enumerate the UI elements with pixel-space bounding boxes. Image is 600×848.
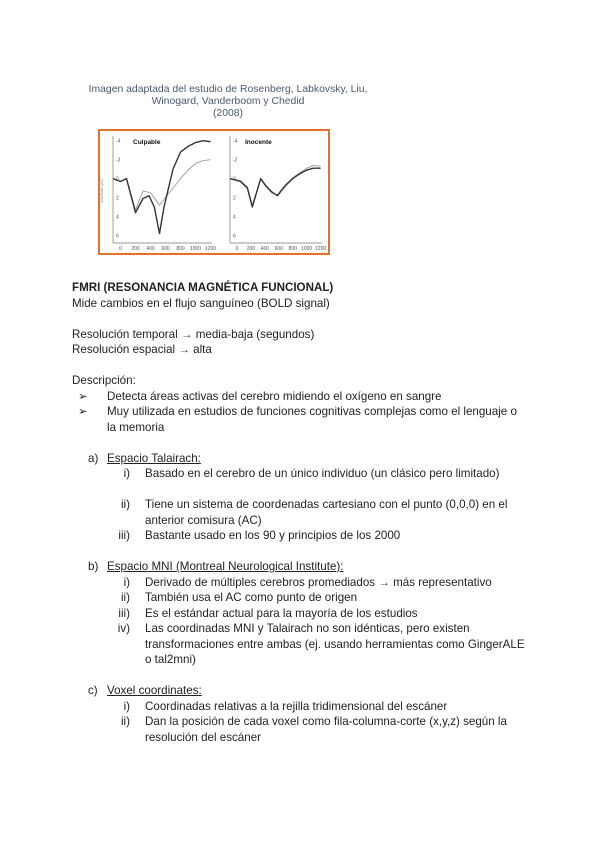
temporal-resolution: Resolución temporal → media-baja (segundos) — [72, 327, 315, 341]
item-marker: i) — [123, 575, 130, 589]
y-tick-label: -4 — [233, 138, 238, 145]
caption-line: Imagen adaptada del estudio de Rosenberg, Labkovsky, Liu, — [88, 84, 368, 95]
y-tick-label: 6 — [233, 233, 236, 240]
panel-title: Culpable — [133, 139, 161, 146]
bullet-arrow-icon: ➢ — [78, 405, 88, 418]
series-line-dark — [230, 168, 321, 207]
list-item: Dan la posición de cada voxel como fila-columna-corte (x,y,z) según la resolución del escáner — [145, 715, 507, 744]
y-axis-label: Amplitude (µV) — [100, 179, 104, 203]
item-marker: ii) — [120, 715, 130, 728]
x-tick-label: 1200 — [204, 246, 217, 252]
x-tick-label: 400 — [146, 246, 155, 252]
x-tick-label: 0 — [235, 246, 239, 252]
x-tick-label: 800 — [176, 246, 185, 252]
item-marker: ii) — [120, 498, 130, 511]
panel-title: Inocente — [245, 139, 272, 146]
subtitle: Mide cambios en el flujo sanguíneo (BOLD signal) — [72, 296, 330, 310]
description-label: Descripción: — [72, 374, 136, 387]
item-marker: i) — [123, 699, 130, 713]
y-tick-label: 4 — [233, 214, 236, 221]
y-tick-label: 2 — [233, 195, 236, 202]
y-tick-label: -2 — [116, 157, 121, 164]
list-item: Coordinadas relativas a la rejilla tridimensional del escáner — [145, 699, 448, 713]
section-marker: b) — [88, 560, 99, 573]
x-tick-label: 800 — [288, 246, 297, 252]
section-heading: Espacio Talairach: — [107, 451, 201, 465]
x-tick-label: 1200 — [315, 246, 327, 252]
bullet-arrow-icon: ➢ — [78, 389, 88, 403]
x-tick-label: 400 — [260, 246, 270, 252]
list-item: También usa el AC como punto de origen — [145, 591, 358, 604]
x-tick-label: 600 — [274, 246, 283, 252]
series-line-dark — [113, 138, 211, 234]
item-marker: ii) — [120, 591, 130, 604]
caption-line: (2008) — [212, 108, 244, 119]
x-tick-label: 200 — [246, 246, 256, 252]
x-tick-label: 200 — [131, 246, 140, 252]
item-marker: iv) — [117, 622, 130, 635]
list-item: Bastante usado en los 90 y principios de los 2000 — [145, 529, 401, 542]
list-item: Tiene un sistema de coordenadas cartesiano con el punto (0,0,0) en el anterior comisura (AC) — [145, 498, 508, 527]
y-tick-label: 0 — [233, 176, 236, 183]
y-tick-label: 0 — [116, 176, 119, 183]
x-tick-label: 1000 — [189, 246, 202, 252]
section-marker: c) — [88, 684, 98, 697]
list-item: Las coordinadas MNI y Talairach no son idénticas, pero existen transformaciones entre ambas (ej. usando herramientas como GingerALE o tal2mni) — [145, 622, 525, 666]
bullet-item: Detecta áreas activas del cerebro midiendo el oxígeno en sangre — [107, 389, 442, 403]
spatial-resolution: Resolución espacial → alta — [72, 343, 212, 356]
x-tick-label: 0 — [119, 246, 122, 252]
erp-chart — [100, 131, 328, 253]
y-tick-label: 2 — [116, 195, 119, 202]
section-title: FMRI (RESONANCIA MAGNÉTICA FUNCIONAL) — [72, 281, 334, 294]
x-tick-label: 600 — [161, 246, 170, 252]
list-item: Es el estándar actual para la mayoría de los estudios — [145, 606, 418, 620]
item-marker: i) — [123, 467, 130, 480]
y-tick-label: -2 — [233, 157, 238, 164]
section-heading: Voxel coordinates: — [107, 684, 202, 697]
section-marker: a) — [88, 451, 99, 465]
list-item: Basado en el cerebro de un único individuo (un clásico pero limitado) — [145, 467, 500, 480]
y-tick-label: 6 — [116, 233, 119, 240]
y-tick-label: 4 — [116, 214, 119, 221]
figure-caption — [80, 84, 376, 120]
list-item: Derivado de múltiples cerebros promediados → más representativo — [145, 575, 492, 589]
bullet-item: Muy utilizada en estudios de funciones cognitivas complejas como el lenguaje o la memoria — [107, 405, 517, 434]
caption-line: Winogard, Vanderboom y Chedid — [151, 96, 305, 107]
y-tick-label: -4 — [116, 138, 121, 145]
x-tick-label: 1000 — [301, 246, 313, 252]
item-marker: iii) — [118, 606, 130, 620]
erp-figure — [98, 129, 330, 255]
section-heading: Espacio MNI (Montreal Neurological Institute): — [107, 560, 344, 573]
item-marker: iii) — [118, 529, 130, 542]
